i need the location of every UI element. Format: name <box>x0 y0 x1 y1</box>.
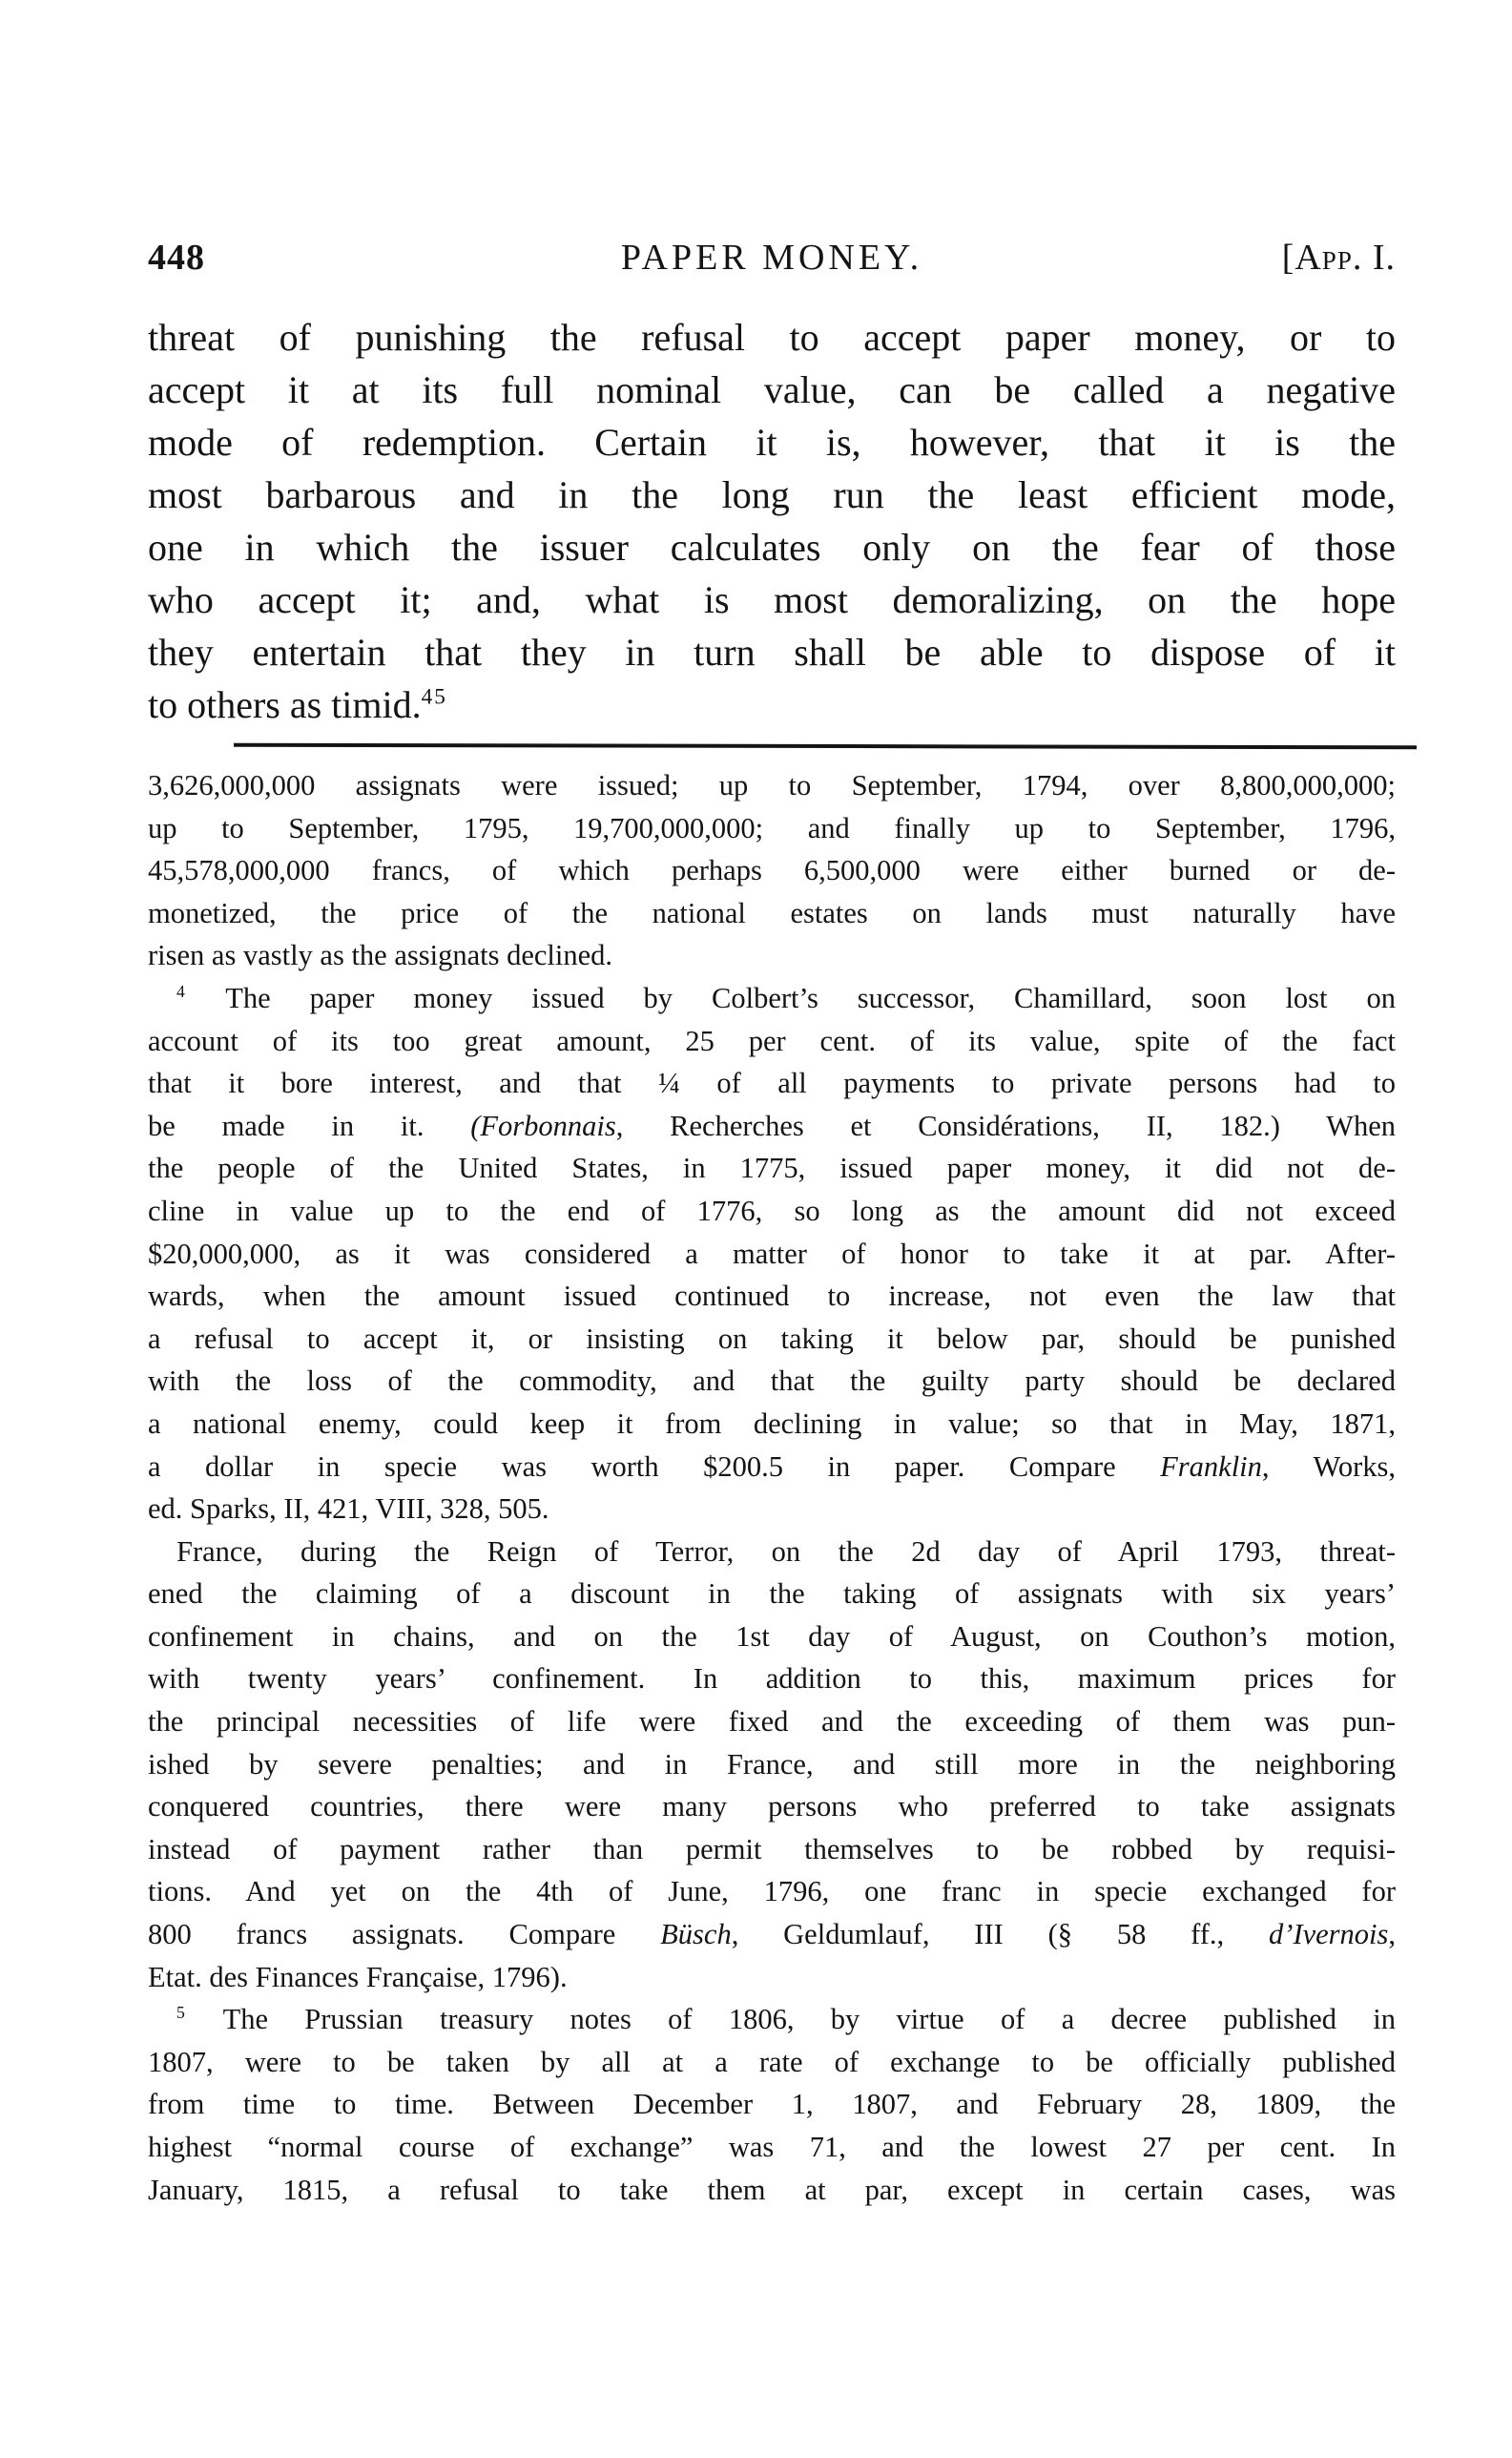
text-segment: Etat. des Finances Française, 1796). <box>148 1960 568 1993</box>
text-line <box>148 1147 1396 1190</box>
text-segment: Franklin <box>1160 1449 1262 1483</box>
text-line <box>148 1870 1396 1913</box>
text-segment: highest “normal course of exchange” was 71, and the lowest 27 per cent. In <box>148 2131 1396 2163</box>
text-line <box>148 1233 1396 1276</box>
text-line <box>148 573 1396 626</box>
text-segment: the people of the United States, in 1775, issued paper money, it did not de- <box>148 1152 1396 1185</box>
text-segment: 3,626,000,000 assignats were issued; up to September, 1794, over 8,800,000,000; <box>148 769 1396 802</box>
text-line <box>148 1913 1396 1956</box>
text-segment: $20,000,000, as it was considered a matter of honor to take it at par. After- <box>148 1237 1396 1270</box>
text-line <box>148 1105 1396 1148</box>
text-line <box>148 934 1396 977</box>
footnote-block <box>148 764 1396 2211</box>
text-segment: d’Ivernois <box>1269 1918 1389 1951</box>
text-line <box>148 1318 1396 1361</box>
text-segment: cline in value up to the end of 1776, so long as the amount did not exceed <box>148 1194 1396 1227</box>
text-line <box>148 849 1396 892</box>
text-segment: that it bore interest, and that ¼ of all payments to private persons had to <box>148 1067 1396 1100</box>
text-segment: ished by severe penalties; and in France, and still more in the neighboring <box>148 1747 1396 1781</box>
text-line <box>148 1446 1396 1489</box>
text-segment: a national enemy, could keep it from declining in value; so that in May, 1871, <box>148 1406 1396 1440</box>
text-segment: ed. Sparks, II, 421, VIII, 328, 505. <box>148 1492 549 1526</box>
text-line <box>148 1615 1396 1658</box>
text-segment: tions. And yet on the 4th of June, 1796, one franc in specie exchanged for <box>148 1875 1396 1908</box>
text-line <box>148 1360 1396 1403</box>
text-line <box>148 521 1396 573</box>
footnote-reference: 4 <box>176 981 187 1001</box>
text-line <box>148 678 1396 731</box>
body-paragraph <box>148 311 1396 731</box>
text-segment: 45,578,000,000 francs, of which perhaps 6,500,000 were either burned or de- <box>148 854 1396 887</box>
text-segment: Büsch <box>660 1918 732 1951</box>
text-segment: , Works, <box>1261 1449 1396 1483</box>
text-line <box>148 1743 1396 1786</box>
text-line <box>148 416 1396 469</box>
text-segment: conquered countries, there were many persons who preferred to take assignats <box>148 1790 1396 1823</box>
text-line <box>148 469 1396 521</box>
text-segment: the principal necessities of life were fixed and the exceeding of them was pun- <box>148 1705 1396 1739</box>
page-number: 448 <box>148 238 205 278</box>
text-segment: be made in it. <box>148 1109 471 1142</box>
text-line <box>148 1785 1396 1828</box>
text-line <box>148 977 1396 1020</box>
text-segment: risen as vastly as the assignats declined. <box>148 939 613 972</box>
text-segment: from time to time. Between December 1, 1807, and February 28, 1809, the <box>148 2088 1396 2121</box>
section-marker: [App. I. <box>1281 238 1396 278</box>
text-segment: accept it at its full nominal value, can be called a negative <box>148 368 1396 411</box>
text-segment: mode of redemption. Certain it is, however, that it is the <box>148 421 1396 464</box>
text-line <box>148 2169 1396 2212</box>
text-line <box>148 1531 1396 1573</box>
text-line <box>148 364 1396 416</box>
text-segment: up to September, 1795, 19,700,000,000; and finally up to September, 1796, <box>148 811 1396 844</box>
text-line <box>148 764 1396 807</box>
text-segment: wards, when the amount issued continued to increase, not even the law that <box>148 1280 1396 1313</box>
text-segment: a dollar in specie was worth $200.5 in paper. Compare <box>148 1449 1161 1483</box>
text-segment: instead of payment rather than permit themselves to be robbed by requisi- <box>148 1832 1396 1865</box>
page-header <box>148 237 1396 282</box>
text-segment: The paper money issued by Colbert’s successor, Chamillard, soon lost on <box>186 981 1396 1014</box>
text-segment: with twenty years’ confinement. In addition to this, maximum prices for <box>148 1662 1396 1696</box>
text-line <box>148 1700 1396 1743</box>
text-segment: The Prussian treasury notes of 1806, by virtue of a decree published in <box>186 2003 1396 2036</box>
text-line <box>148 1998 1396 2041</box>
text-line <box>148 1020 1396 1063</box>
text-segment: they entertain that they in turn shall be able to dispose of it <box>148 631 1396 674</box>
text-line <box>148 2126 1396 2169</box>
text-segment: 1807, were to be taken by all at a rate of exchange to be officially published <box>148 2045 1396 2078</box>
text-line <box>148 1403 1396 1446</box>
running-title: PAPER MONEY. <box>620 238 923 278</box>
text-segment: ened the claiming of a discount in the taking of assignats with six years’ <box>148 1577 1396 1611</box>
text-line <box>148 807 1396 850</box>
text-line <box>148 2083 1396 2126</box>
footnote-reference: 45 <box>421 684 447 710</box>
text-segment: , Recherches et Considérations, II, 182.) When <box>615 1109 1396 1142</box>
footnote-separator <box>234 743 1417 750</box>
text-line <box>148 1488 1396 1531</box>
text-segment: a refusal to accept it, or insisting on taking it below par, should be punished <box>148 1322 1396 1355</box>
text-line <box>148 1956 1396 1999</box>
text-segment: January, 1815, a refusal to take them at par, except in certain cases, was <box>148 2173 1396 2206</box>
text-segment: most barbarous and in the long run the least efficient mode, <box>148 473 1396 516</box>
page <box>148 0 1396 2458</box>
text-line <box>148 1573 1396 1615</box>
text-line <box>148 1190 1396 1233</box>
text-line <box>148 1062 1396 1105</box>
text-segment: monetized, the price of the national estates on lands must naturally have <box>148 896 1396 929</box>
text-segment: threat of punishing the refusal to accept paper money, or to <box>148 316 1396 359</box>
text-line <box>148 892 1396 935</box>
text-segment: 800 francs assignats. Compare <box>148 1918 661 1951</box>
text-segment: who accept it; and, what is most demoralizing, on the hope <box>148 578 1396 621</box>
text-line <box>148 626 1396 678</box>
text-line <box>148 1275 1396 1318</box>
text-segment: (Forbonnais <box>470 1109 616 1142</box>
text-line <box>148 1657 1396 1700</box>
footnote-reference: 5 <box>176 2003 187 2023</box>
text-segment: one in which the issuer calculates only on the fear of those <box>148 526 1396 569</box>
text-line <box>148 2041 1396 2084</box>
text-segment: to others as timid. <box>148 683 422 726</box>
text-segment: , Geldumlauf, III (§ 58 ff., <box>731 1918 1270 1951</box>
text-line <box>148 1828 1396 1871</box>
text-segment: France, during the Reign of Terror, on the 2d day of April 1793, threat- <box>176 1534 1396 1568</box>
text-segment: confinement in chains, and on the 1st day of August, on Couthon’s motion, <box>148 1619 1396 1653</box>
text-segment: with the loss of the commodity, and that the guilty party should be declared <box>148 1364 1396 1398</box>
text-line <box>148 311 1396 364</box>
text-segment: , <box>1388 1918 1397 1951</box>
text-segment: account of its too great amount, 25 per cent. of its value, spite of the fact <box>148 1024 1396 1057</box>
